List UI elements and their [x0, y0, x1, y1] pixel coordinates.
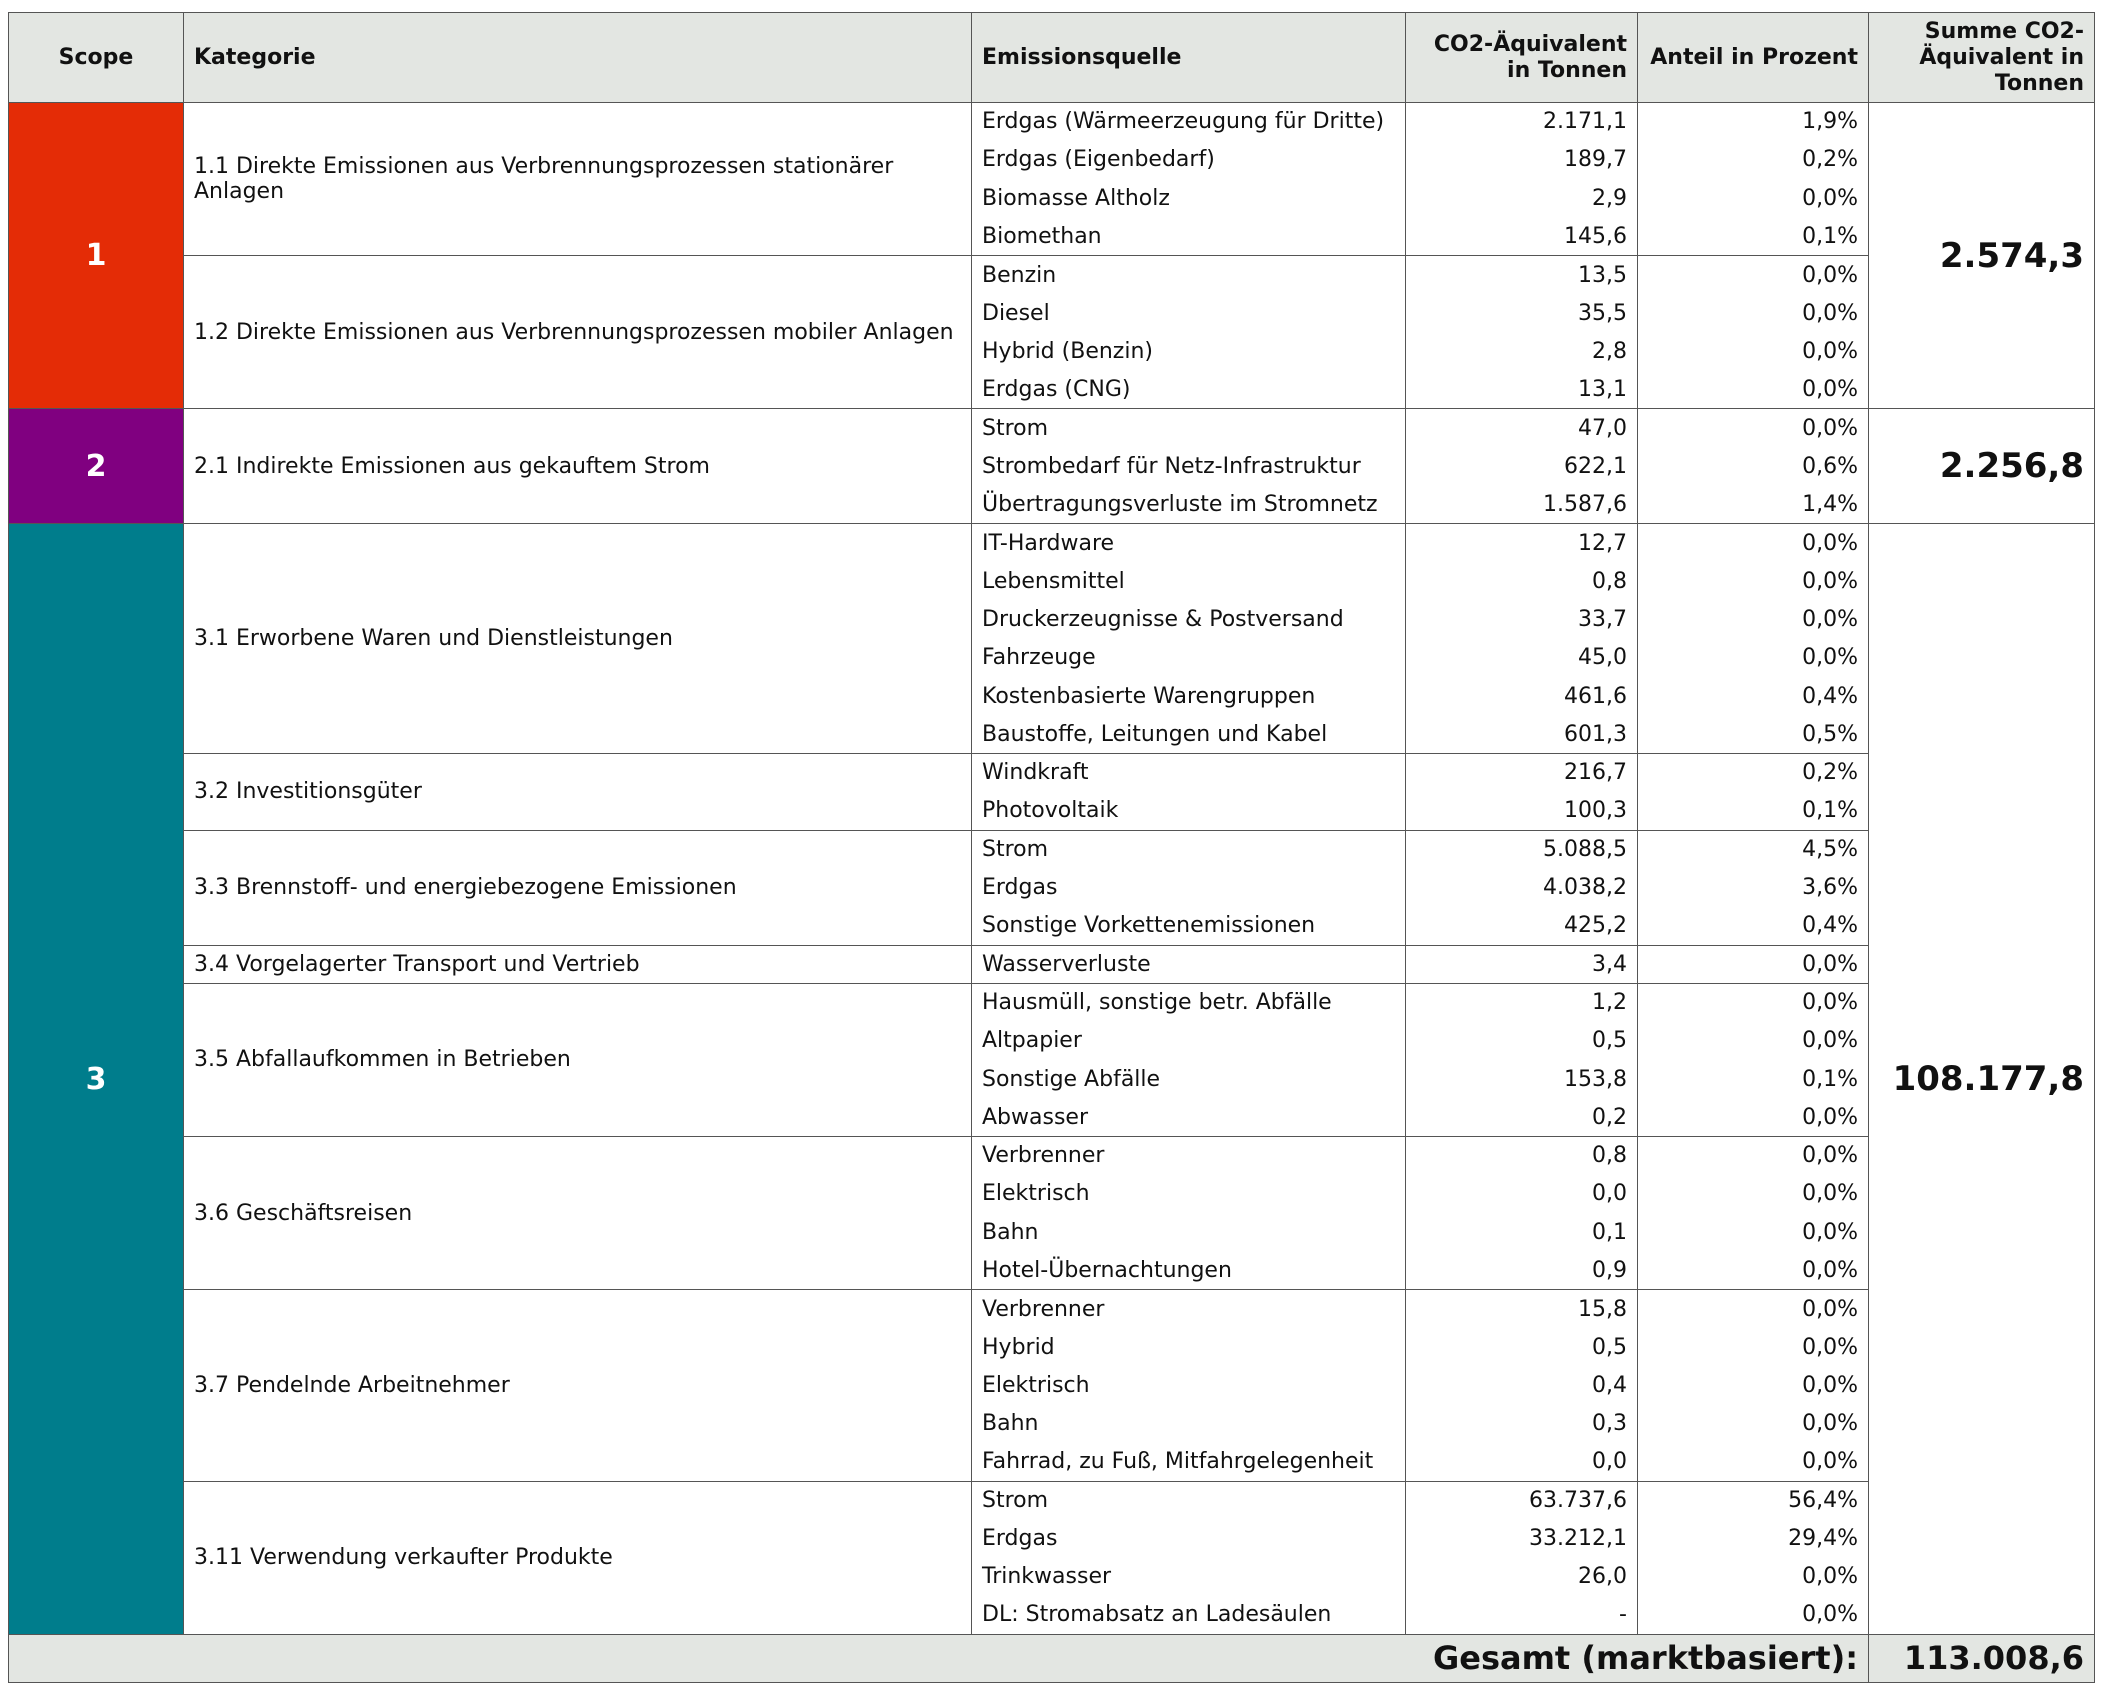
- share-percent: 0,0%: [1638, 562, 1869, 600]
- total-row: [9, 1634, 2095, 1682]
- co2-value: 26,0: [1406, 1558, 1638, 1596]
- scope-cell-1: 1: [9, 103, 184, 409]
- share-percent: 0,0%: [1638, 332, 1869, 370]
- total-label: Gesamt (marktbasiert):: [9, 1634, 1869, 1682]
- share-percent: 0,0%: [1638, 1366, 1869, 1404]
- share-percent: 4,5%: [1638, 830, 1869, 868]
- table-row: [9, 103, 2095, 141]
- category-cell: 1.2 Direkte Emissionen aus Verbrennungsprozessen mobiler Anlagen: [184, 256, 972, 409]
- share-percent: 0,6%: [1638, 447, 1869, 485]
- share-percent: 0,0%: [1638, 1251, 1869, 1289]
- share-percent: 0,0%: [1638, 1443, 1869, 1481]
- co2-value: 0,2: [1406, 1098, 1638, 1136]
- table-row: [9, 409, 2095, 447]
- co2-value: 63.737,6: [1406, 1481, 1638, 1519]
- share-percent: 0,2%: [1638, 141, 1869, 179]
- table-row: [9, 830, 2095, 868]
- category-cell: 3.3 Brennstoff- und energiebezogene Emissionen: [184, 830, 972, 945]
- emission-source: Erdgas (Eigenbedarf): [972, 141, 1406, 179]
- category-cell: 3.6 Geschäftsreisen: [184, 1137, 972, 1290]
- emission-source: Photovoltaik: [972, 792, 1406, 830]
- emission-source: Strom: [972, 1481, 1406, 1519]
- header-kategorie: Kategorie: [184, 13, 972, 103]
- co2-value: 0,5: [1406, 1328, 1638, 1366]
- co2-value: 13,1: [1406, 371, 1638, 409]
- co2-value: 0,0: [1406, 1443, 1638, 1481]
- emission-source: Hybrid (Benzin): [972, 332, 1406, 370]
- emission-source: Biomasse Altholz: [972, 179, 1406, 217]
- co2-value: 2,8: [1406, 332, 1638, 370]
- co2-value: 189,7: [1406, 141, 1638, 179]
- emission-source: Fahrzeuge: [972, 639, 1406, 677]
- share-percent: 0,0%: [1638, 1596, 1869, 1634]
- emission-source: Strom: [972, 409, 1406, 447]
- category-cell: 2.1 Indirekte Emissionen aus gekauftem Strom: [184, 409, 972, 524]
- header-row: [9, 13, 2095, 103]
- emission-source: Elektrisch: [972, 1366, 1406, 1404]
- table-row: [9, 256, 2095, 294]
- emission-source: Biomethan: [972, 217, 1406, 255]
- share-percent: 3,6%: [1638, 868, 1869, 906]
- emission-source: IT-Hardware: [972, 524, 1406, 562]
- emissions-table: [8, 12, 2095, 1683]
- emission-source: Hotel-Übernachtungen: [972, 1251, 1406, 1289]
- share-percent: 1,9%: [1638, 103, 1869, 141]
- share-percent: 0,0%: [1638, 1558, 1869, 1596]
- header-anteil: Anteil in Prozent: [1638, 13, 1869, 103]
- emission-source: Trinkwasser: [972, 1558, 1406, 1596]
- share-percent: 0,0%: [1638, 1098, 1869, 1136]
- emission-source: Verbrenner: [972, 1290, 1406, 1328]
- scope-cell-2: 2: [9, 409, 184, 524]
- share-percent: 0,1%: [1638, 1060, 1869, 1098]
- emission-source: Elektrisch: [972, 1175, 1406, 1213]
- share-percent: 0,0%: [1638, 945, 1869, 983]
- co2-value: 35,5: [1406, 294, 1638, 332]
- co2-value: 0,4: [1406, 1366, 1638, 1404]
- emission-source: Erdgas: [972, 1519, 1406, 1557]
- emission-source: Fahrrad, zu Fuß, Mitfahrgelegenheit: [972, 1443, 1406, 1481]
- co2-value: 601,3: [1406, 715, 1638, 753]
- emission-source: Strombedarf für Netz-Infrastruktur: [972, 447, 1406, 485]
- co2-value: 12,7: [1406, 524, 1638, 562]
- emission-source: Verbrenner: [972, 1137, 1406, 1175]
- co2-value: 216,7: [1406, 754, 1638, 792]
- share-percent: 1,4%: [1638, 485, 1869, 523]
- emission-source: Diesel: [972, 294, 1406, 332]
- header-summe: Summe CO2-Äquivalent in Tonnen: [1869, 13, 2095, 103]
- co2-value: 4.038,2: [1406, 868, 1638, 906]
- share-percent: 0,1%: [1638, 792, 1869, 830]
- share-percent: 0,0%: [1638, 179, 1869, 217]
- share-percent: 0,0%: [1638, 256, 1869, 294]
- co2-value: 47,0: [1406, 409, 1638, 447]
- co2-value: 145,6: [1406, 217, 1638, 255]
- scope-sum-1: 2.574,3: [1869, 103, 2095, 409]
- emission-source: Hybrid: [972, 1328, 1406, 1366]
- category-cell: 3.7 Pendelnde Arbeitnehmer: [184, 1290, 972, 1481]
- co2-value: 0,0: [1406, 1175, 1638, 1213]
- emission-source: Bahn: [972, 1213, 1406, 1251]
- emission-source: Strom: [972, 830, 1406, 868]
- emission-source: DL: Stromabsatz an Ladesäulen: [972, 1596, 1406, 1634]
- category-cell: 1.1 Direkte Emissionen aus Verbrennungsprozessen stationärer Anlagen: [184, 103, 972, 256]
- category-cell: 3.1 Erworbene Waren und Dienstleistungen: [184, 524, 972, 754]
- table-row: [9, 945, 2095, 983]
- emission-source: Windkraft: [972, 754, 1406, 792]
- co2-value: 5.088,5: [1406, 830, 1638, 868]
- emission-source: Baustoffe, Leitungen und Kabel: [972, 715, 1406, 753]
- share-percent: 0,0%: [1638, 639, 1869, 677]
- co2-value: 33.212,1: [1406, 1519, 1638, 1557]
- co2-value: 15,8: [1406, 1290, 1638, 1328]
- share-percent: 0,1%: [1638, 217, 1869, 255]
- co2-value: 0,8: [1406, 1137, 1638, 1175]
- emissions-table-container: [8, 12, 2095, 1683]
- co2-value: 1.587,6: [1406, 485, 1638, 523]
- share-percent: 0,4%: [1638, 677, 1869, 715]
- emission-source: Sonstige Vorkettenemissionen: [972, 907, 1406, 945]
- co2-value: 100,3: [1406, 792, 1638, 830]
- share-percent: 0,0%: [1638, 600, 1869, 638]
- share-percent: 0,0%: [1638, 983, 1869, 1021]
- total-value: 113.008,6: [1869, 1634, 2095, 1682]
- co2-value: 0,9: [1406, 1251, 1638, 1289]
- co2-value: 622,1: [1406, 447, 1638, 485]
- category-cell: 3.4 Vorgelagerter Transport und Vertrieb: [184, 945, 972, 983]
- emission-source: Erdgas: [972, 868, 1406, 906]
- emission-source: Bahn: [972, 1405, 1406, 1443]
- share-percent: 0,0%: [1638, 1137, 1869, 1175]
- co2-value: 3,4: [1406, 945, 1638, 983]
- category-cell: 3.2 Investitionsgüter: [184, 754, 972, 831]
- scope-sum-3: 108.177,8: [1869, 524, 2095, 1635]
- emission-source: Lebensmittel: [972, 562, 1406, 600]
- co2-value: -: [1406, 1596, 1638, 1634]
- share-percent: 0,0%: [1638, 1405, 1869, 1443]
- co2-value: 0,5: [1406, 1022, 1638, 1060]
- share-percent: 0,5%: [1638, 715, 1869, 753]
- co2-value: 1,2: [1406, 983, 1638, 1021]
- co2-value: 45,0: [1406, 639, 1638, 677]
- co2-value: 0,3: [1406, 1405, 1638, 1443]
- share-percent: 0,0%: [1638, 1175, 1869, 1213]
- emission-source: Hausmüll, sonstige betr. Abfälle: [972, 983, 1406, 1021]
- co2-value: 13,5: [1406, 256, 1638, 294]
- share-percent: 0,0%: [1638, 1022, 1869, 1060]
- share-percent: 0,0%: [1638, 371, 1869, 409]
- category-cell: 3.11 Verwendung verkaufter Produkte: [184, 1481, 972, 1634]
- table-row: [9, 1290, 2095, 1328]
- scope-sum-2: 2.256,8: [1869, 409, 2095, 524]
- table-row: [9, 524, 2095, 562]
- header-emissionsquelle: Emissionsquelle: [972, 13, 1406, 103]
- emission-source: Altpapier: [972, 1022, 1406, 1060]
- emission-source: Wasserverluste: [972, 945, 1406, 983]
- table-row: [9, 754, 2095, 792]
- emission-source: Erdgas (Wärmeerzeugung für Dritte): [972, 103, 1406, 141]
- share-percent: 0,0%: [1638, 1213, 1869, 1251]
- emission-source: Erdgas (CNG): [972, 371, 1406, 409]
- share-percent: 0,0%: [1638, 409, 1869, 447]
- table-row: [9, 983, 2095, 1021]
- emission-source: Kostenbasierte Warengruppen: [972, 677, 1406, 715]
- co2-value: 425,2: [1406, 907, 1638, 945]
- share-percent: 0,2%: [1638, 754, 1869, 792]
- share-percent: 0,4%: [1638, 907, 1869, 945]
- table-body: [9, 103, 2095, 1635]
- co2-value: 2.171,1: [1406, 103, 1638, 141]
- emission-source: Benzin: [972, 256, 1406, 294]
- share-percent: 56,4%: [1638, 1481, 1869, 1519]
- share-percent: 0,0%: [1638, 1290, 1869, 1328]
- emission-source: Druckerzeugnisse & Postversand: [972, 600, 1406, 638]
- co2-value: 33,7: [1406, 600, 1638, 638]
- co2-value: 2,9: [1406, 179, 1638, 217]
- share-percent: 0,0%: [1638, 524, 1869, 562]
- co2-value: 0,8: [1406, 562, 1638, 600]
- co2-value: 0,1: [1406, 1213, 1638, 1251]
- share-percent: 29,4%: [1638, 1519, 1869, 1557]
- share-percent: 0,0%: [1638, 294, 1869, 332]
- emission-source: Übertragungsverluste im Stromnetz: [972, 485, 1406, 523]
- header-scope: Scope: [9, 13, 184, 103]
- emission-source: Abwasser: [972, 1098, 1406, 1136]
- category-cell: 3.5 Abfallaufkommen in Betrieben: [184, 983, 972, 1136]
- emission-source: Sonstige Abfälle: [972, 1060, 1406, 1098]
- co2-value: 461,6: [1406, 677, 1638, 715]
- header-co2: CO2-Äquivalent in Tonnen: [1406, 13, 1638, 103]
- scope-cell-3: 3: [9, 524, 184, 1635]
- table-row: [9, 1137, 2095, 1175]
- co2-value: 153,8: [1406, 1060, 1638, 1098]
- table-row: [9, 1481, 2095, 1519]
- share-percent: 0,0%: [1638, 1328, 1869, 1366]
